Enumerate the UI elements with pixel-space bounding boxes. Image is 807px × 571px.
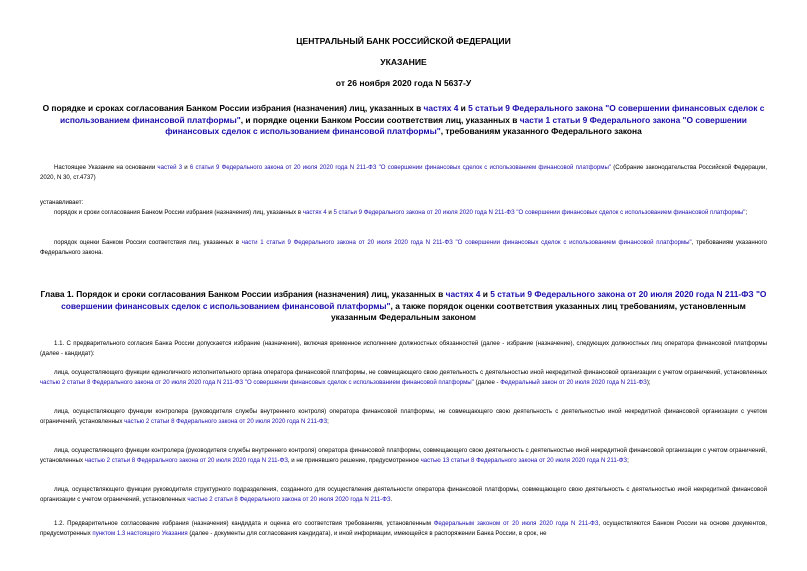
- p11a-link-part2[interactable]: частью 2 статьи 8 Федерального закона от 20 июля 2020 года N 211-ФЗ "О совершении финансовых сделок с использованием финансовой платформы": [40, 378, 474, 386]
- p11c-text: , и не принявшего решение, предусмотренное: [287, 456, 421, 464]
- establishes-item-2: [40, 238, 767, 257]
- chapter-link-part5[interactable]: 5 статьи 9 Федерального закона от 20 июля 2020 года N 211-ФЗ "О совершении финансовых сделок с использованием финансовой платформы": [61, 289, 767, 311]
- p11a-link-law[interactable]: Федеральный закон от 20 июля 2020 года N 211-ФЗ: [500, 378, 647, 386]
- document-date: от 26 ноября 2020 года N 5637-У: [335, 78, 472, 88]
- est1-text: порядок и сроки согласования Банком России избрания (назначения) лиц, указанных в: [54, 209, 303, 216]
- document-title: [40, 103, 767, 138]
- est2-link-part1[interactable]: части 1 статьи 9 Федерального закона от 20 июля 2020 года N 211-ФЗ "О совершении финансовых сделок с использованием финансовой платформы": [241, 239, 692, 246]
- p11b-link-part2[interactable]: частью 2 статьи 8 Федерального закона от 20 июля 2020 года N 211-ФЗ: [124, 417, 328, 425]
- p11c-text: ;: [627, 456, 629, 464]
- p11a-text: (далее -: [473, 378, 501, 386]
- p11c-text: лица, осуществляющего функции контролера (руководителя службы внутреннего контроля) оператора финансовой платформы, совмещающего свою деятельность с деятельностью иной некредитной финансовой организации с учетом ограничений, установленных: [40, 447, 767, 464]
- chapter-text: Глава 1. Порядок и сроки согласования Банком России избрания (назначения) лиц, указанных в: [40, 289, 446, 299]
- paragraph-1-1-a: [40, 368, 767, 387]
- title-link-part4[interactable]: частях 4: [423, 103, 459, 113]
- p11d-text: .: [390, 495, 393, 503]
- est1-link-part5[interactable]: 5 статьи 9 Федерального закона от 20 июля 2020 года N 211-ФЗ "О совершении финансовых сделок с использованием финансовой платформы": [333, 209, 746, 216]
- bank-name: ЦЕНТРАЛЬНЫЙ БАНК РОССИЙСКОЙ ФЕДЕРАЦИИ: [296, 36, 511, 46]
- p12-link-law[interactable]: Федеральным законом от 20 июля 2020 года N 211-ФЗ: [433, 520, 599, 527]
- document-type: УКАЗАНИЕ: [380, 57, 427, 67]
- title-text: и: [458, 103, 469, 113]
- chapter-text: и: [480, 289, 491, 299]
- title-link-part1[interactable]: части 1 статьи 9 Федерального закона "О совершении финансовых сделок с использованием финансовой платформы": [165, 114, 747, 136]
- paragraph-1-1: 1.1. С предварительного согласия Банка России допускается избрание (назначение), включая временное исполнение должностных обязанностей (далее - избрание (назначение), следующих должностных лиц оператора финансовой платформы (далее - кандидат):: [40, 340, 767, 357]
- p11c-link-part13[interactable]: частью 13 статьи 8 Федерального закона от 20 июля 2020 года N 211-ФЗ: [420, 456, 628, 464]
- intro-text: и: [182, 164, 190, 171]
- p12-link-point13[interactable]: пунктом 1.3 настоящего Указания: [92, 529, 188, 537]
- p11b-text: лица, осуществляющего функции контролера (руководителя службы внутреннего контроля) оператора финансовой платформы, не совмещающего свою деятельность с деятельностью иной некредитной финансовой организации с учетом ограничений, установленных: [40, 408, 767, 425]
- p12-text: (далее - документы для согласования кандидата), и иной информации, имеющейся в распоряжении Банка России, в срок, не: [187, 529, 547, 537]
- intro-paragraph: [40, 163, 767, 182]
- intro-link-part6[interactable]: 6 статьи 9 Федерального закона от 20 июля 2020 года N 211-ФЗ "О совершении финансовых сделок с использованием финансовой платформы": [189, 164, 612, 171]
- paragraph-1-1-c: [40, 446, 767, 465]
- est1-link-part4[interactable]: частях 4: [302, 209, 327, 216]
- p11b-text: ;: [327, 417, 329, 425]
- title-text: , и порядке оценки Банком России соответствия лиц, указанных в: [240, 114, 520, 125]
- p12-text: , осуществляются Банком России на основе документов, предусмотренных: [40, 520, 767, 537]
- p11a-text: лица, осуществляющего функции единоличного исполнительного органа оператора финансовой платформы, не совмещающего свою деятельность с деятельностью иной некредитной финансовой организации с учетом ограничений, установленных: [54, 369, 767, 376]
- est1-text: и: [326, 209, 334, 216]
- p11a-text: );: [646, 378, 651, 386]
- est2-text: , требованиям указанного Федерального закона.: [40, 239, 767, 256]
- est1-text: ;: [745, 209, 748, 216]
- title-text: О порядке и сроках согласования Банком России избрания (назначения) лиц, указанных в: [42, 103, 424, 113]
- est2-text: порядок оценки Банком России соответствия лиц, указанных в: [54, 239, 242, 246]
- intro-link-part3[interactable]: частей 3: [157, 164, 183, 171]
- intro-text: (Собрание законодательства Российской Федерации, 2020, N 30, ст.4737): [40, 164, 768, 181]
- paragraph-1-1-d: [40, 485, 767, 504]
- p11d-text: лица, осуществляющего функции руководителя структурного подразделения, созданного для осуществления деятельности оператора финансовой платформы, совмещающего свою деятельность с деятельностью иной некредитной финансовой организации с учетом ограничений, установленных: [40, 486, 767, 503]
- chapter-text: , а также порядок оценки соответствия указанных лиц требованиям, установленным указанным Федеральным законом: [330, 300, 746, 322]
- intro-text: Настоящее Указание на основании: [54, 164, 158, 171]
- p11c-link-part2[interactable]: частью 2 статьи 8 Федерального закона от 20 июля 2020 года N 211-ФЗ: [84, 456, 288, 464]
- paragraph-1-2: [40, 519, 767, 538]
- title-link-part5[interactable]: 5 статьи 9 Федерального закона "О совершении финансовых сделок с использованием финансовой платформы": [60, 103, 765, 125]
- p11d-link-part2[interactable]: частью 2 статьи 8 Федерального закона от 20 июля 2020 года N 211-ФЗ: [187, 495, 391, 503]
- establishes-label: устанавливает:: [40, 199, 84, 206]
- p12-text: 1.2. Предварительное согласование избрания (назначения) кандидата и оценка его соответствия требованиям, установленным: [54, 520, 434, 527]
- chapter-link-part4[interactable]: частях 4: [445, 289, 481, 299]
- chapter-1-heading: [40, 289, 767, 324]
- paragraph-1-1-b: [40, 407, 767, 426]
- establishes-item-1: [40, 208, 767, 218]
- title-text: , требованиям указанного Федерального закона: [440, 126, 642, 136]
